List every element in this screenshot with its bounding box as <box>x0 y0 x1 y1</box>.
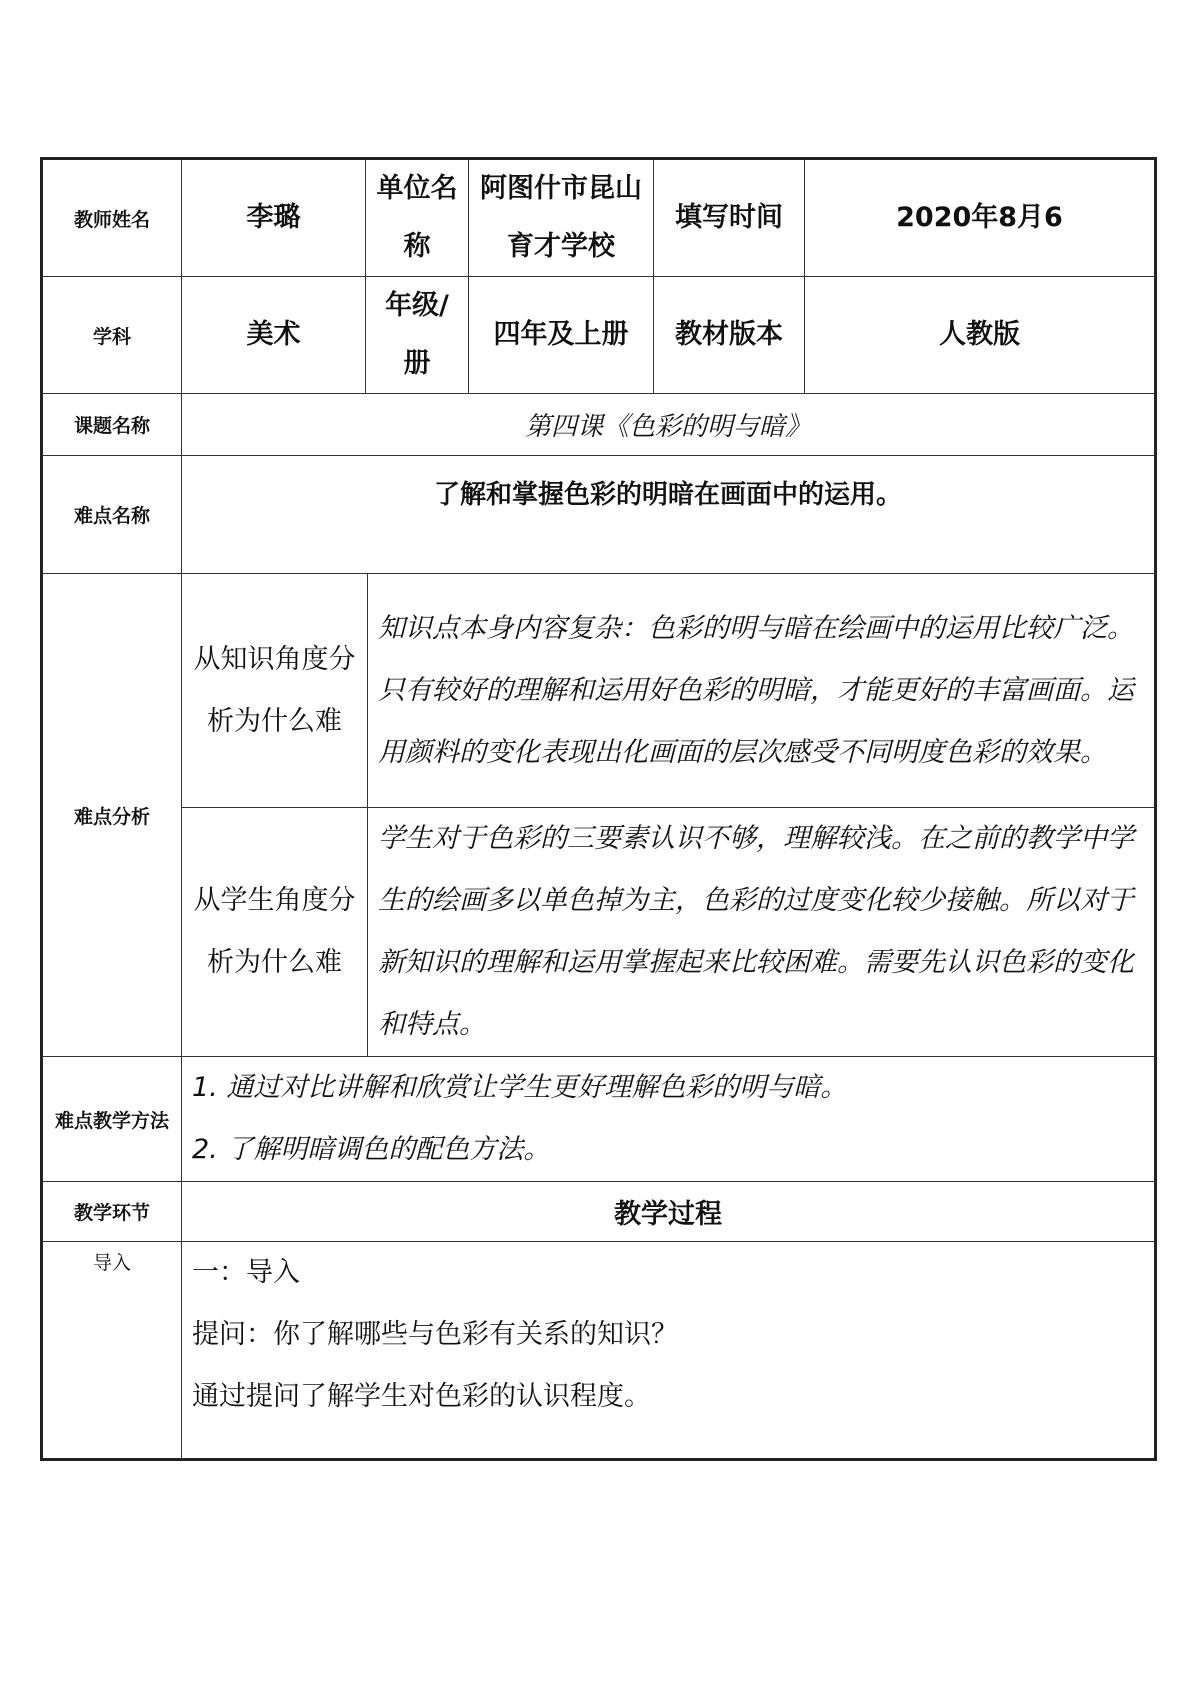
analysis-student-row <box>42 808 1156 1057</box>
intro-line: 一：导入 <box>192 1257 300 1288</box>
subject-value: 美术 <box>182 277 366 394</box>
analysis-knowledge-row <box>42 574 1156 808</box>
methods-row <box>42 1057 1156 1182</box>
lesson-title-value: 第四课《色彩的明与暗》 <box>182 394 1156 456</box>
lesson-title-label: 课题名称 <box>42 394 182 456</box>
student-angle-text: 学生对于色彩的三要素认识不够，理解较浅。在之前的教学中学生的绘画多以单色掉为主，色彩的过度变化较少接触。所以对于新知识的理解和运用掌握起来比较困难。需要先认识色彩的变化和特点。 <box>368 808 1156 1057</box>
fill-date-value: 2020年8月6 <box>805 159 1156 277</box>
difficulty-label: 难点名称 <box>42 456 182 574</box>
difficulty-value: 了解和掌握色彩的明暗在画面中的运用。 <box>182 456 1156 574</box>
grade-value: 四年及上册 <box>469 277 654 394</box>
intro-step-content <box>182 1242 1156 1460</box>
edition-label: 教材版本 <box>654 277 805 394</box>
student-angle-label: 从学生角度分析为什么难 <box>182 808 368 1057</box>
intro-row <box>42 1242 1156 1460</box>
subject-label: 学科 <box>42 277 182 394</box>
fill-date-label: 填写时间 <box>654 159 805 277</box>
method-item: 1. 通过对比讲解和欣赏让学生更好理解色彩的明与暗。 <box>192 1072 848 1103</box>
teaching-step-label: 教学环节 <box>42 1182 182 1242</box>
grade-label: 年级/册 <box>366 277 469 394</box>
header-row-2 <box>42 277 1156 394</box>
unit-name-label: 单位名称 <box>366 159 469 277</box>
intro-line: 提问：你了解哪些与色彩有关系的知识？ <box>192 1319 678 1350</box>
intro-line: 通过提问了解学生对色彩的认识程度。 <box>192 1381 651 1412</box>
analysis-label: 难点分析 <box>42 574 182 1057</box>
teaching-process-header: 教学过程 <box>182 1182 1156 1242</box>
method-item: 2. 了解明暗调色的配色方法。 <box>192 1134 551 1165</box>
process-header-row <box>42 1182 1156 1242</box>
lesson-row <box>42 394 1156 456</box>
teacher-name-label: 教师姓名 <box>42 159 182 277</box>
lesson-plan-table <box>40 157 1157 1461</box>
teaching-method-list <box>182 1057 1156 1182</box>
knowledge-angle-text: 知识点本身内容复杂：色彩的明与暗在绘画中的运用比较广泛。只有较好的理解和运用好色彩的明暗，才能更好的丰富画面。运用颜料的变化表现出化画面的层次感受不同明度色彩的效果。 <box>368 574 1156 808</box>
knowledge-angle-label: 从知识角度分析为什么难 <box>182 574 368 808</box>
unit-name-value: 阿图什市昆山育才学校 <box>469 159 654 277</box>
teaching-method-label: 难点教学方法 <box>42 1057 182 1182</box>
intro-step-label: 导入 <box>42 1242 182 1460</box>
header-row-1 <box>42 159 1156 277</box>
difficulty-row <box>42 456 1156 574</box>
edition-value: 人教版 <box>805 277 1156 394</box>
teacher-name-value: 李璐 <box>182 159 366 277</box>
